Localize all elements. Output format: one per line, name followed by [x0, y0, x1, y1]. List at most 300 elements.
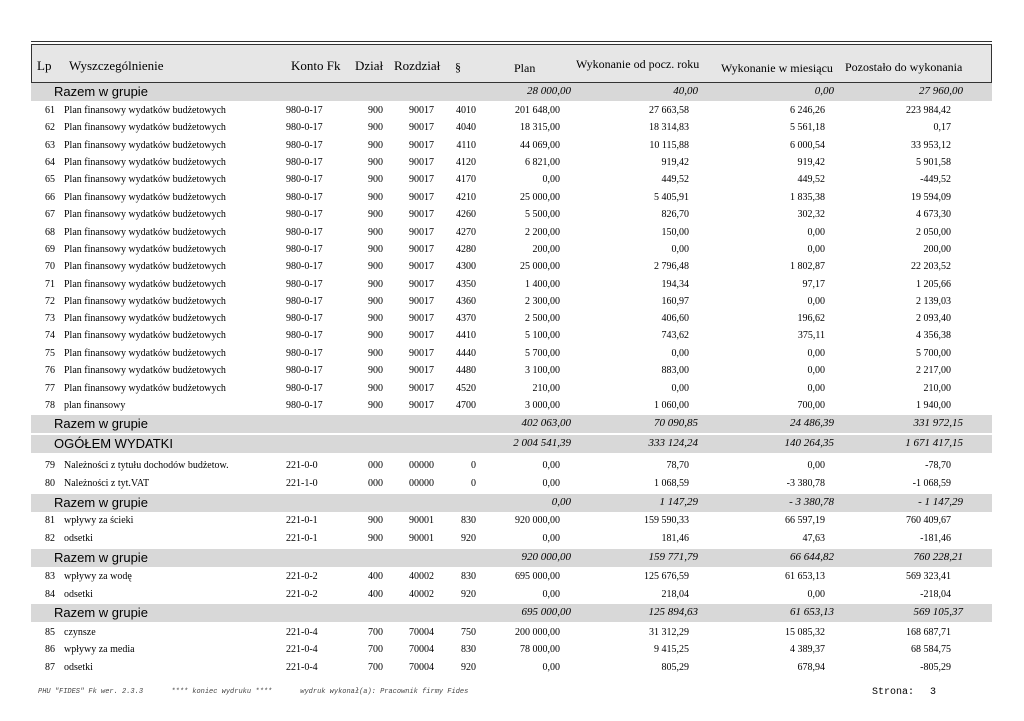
cell-konto: 980-0-17: [286, 174, 323, 185]
cell-plan: 0,00: [542, 589, 560, 600]
cell-pozostalo: 33 953,12: [911, 140, 951, 151]
cell-plan: 3 000,00: [525, 400, 560, 411]
group-wykonanie-miesiac: 24 486,39: [790, 417, 834, 429]
cell-description: plan finansowy: [64, 400, 126, 411]
cell-description: Plan finansowy wydatków budżetowych: [64, 279, 226, 290]
cell-plan: 0,00: [542, 533, 560, 544]
cell-wykonanie-pocz: 9 415,25: [654, 644, 689, 655]
table-row: [31, 475, 992, 492]
header-paragraph: §: [455, 60, 461, 74]
group-total-row: [31, 435, 992, 453]
cell-description: wpływy za ścieki: [64, 515, 134, 526]
group-wykonanie-pocz: 70 090,85: [654, 417, 698, 429]
cell-dzial: 900: [368, 330, 383, 341]
cell-wykonanie-pocz: 160,97: [661, 296, 689, 307]
cell-rozdzial: 40002: [409, 571, 434, 582]
cell-lp: 65: [45, 174, 55, 185]
cell-lp: 81: [45, 515, 55, 526]
cell-wykonanie-pocz: 194,34: [661, 279, 689, 290]
cell-lp: 62: [45, 122, 55, 133]
cell-plan: 1 400,00: [525, 279, 560, 290]
group-label: Razem w grupie: [54, 416, 148, 431]
cell-dzial: 900: [368, 348, 383, 359]
table-row: [31, 397, 992, 414]
cell-wykonanie-miesiac: 1 835,38: [790, 192, 825, 203]
cell-description: Plan finansowy wydatków budżetowych: [64, 383, 226, 394]
cell-dzial: 900: [368, 227, 383, 238]
cell-wykonanie-pocz: 27 663,58: [649, 105, 689, 116]
cell-pozostalo: -218,04: [920, 589, 951, 600]
cell-wykonanie-miesiac: 0,00: [807, 383, 825, 394]
cell-paragraph: 4520: [456, 383, 476, 394]
group-total-row: [31, 604, 992, 622]
group-label: Razem w grupie: [54, 84, 148, 99]
cell-paragraph: 4700: [456, 400, 476, 411]
cell-wykonanie-miesiac: 0,00: [807, 348, 825, 359]
cell-wykonanie-pocz: 406,60: [661, 313, 689, 324]
cell-plan: 25 000,00: [520, 192, 560, 203]
cell-wykonanie-miesiac: 0,00: [807, 589, 825, 600]
cell-konto: 980-0-17: [286, 227, 323, 238]
cell-rozdzial: 40002: [409, 589, 434, 600]
cell-wykonanie-pocz: 159 590,33: [644, 515, 689, 526]
cell-rozdzial: 90017: [409, 383, 434, 394]
cell-pozostalo: -78,70: [925, 460, 951, 471]
page-number-value: 3: [930, 687, 937, 698]
group-wykonanie-pocz: 125 894,63: [648, 606, 698, 618]
header-konto: Konto Fk: [291, 58, 341, 73]
table-row: [31, 258, 992, 275]
header-description: Wyszczególnienie: [69, 58, 164, 73]
cell-wykonanie-miesiac: 5 561,18: [790, 122, 825, 133]
cell-dzial: 900: [368, 515, 383, 526]
cell-dzial: 000: [368, 478, 383, 489]
cell-lp: 79: [45, 460, 55, 471]
table-row: [31, 512, 992, 529]
group-plan: 28 000,00: [527, 85, 571, 97]
cell-lp: 78: [45, 400, 55, 411]
group-label: OGÓŁEM WYDATKI: [54, 436, 173, 451]
cell-description: Plan finansowy wydatków budżetowych: [64, 244, 226, 255]
cell-paragraph: 0: [471, 478, 476, 489]
group-wykonanie-pocz: 333 124,24: [648, 437, 698, 449]
table-row: [31, 457, 992, 474]
cell-lp: 86: [45, 644, 55, 655]
header-rozdzial: Rozdział: [394, 58, 441, 73]
cell-paragraph: 4410: [456, 330, 476, 341]
cell-wykonanie-pocz: 883,00: [661, 365, 689, 376]
cell-plan: 210,00: [532, 383, 560, 394]
cell-lp: 61: [45, 105, 55, 116]
cell-rozdzial: 00000: [409, 478, 434, 489]
cell-plan: 2 200,00: [525, 227, 560, 238]
cell-wykonanie-miesiac: 0,00: [807, 227, 825, 238]
cell-lp: 76: [45, 365, 55, 376]
cell-pozostalo: -449,52: [920, 174, 951, 185]
cell-wykonanie-miesiac: 375,11: [797, 330, 825, 341]
cell-plan: 920 000,00: [515, 515, 560, 526]
cell-rozdzial: 90001: [409, 515, 434, 526]
cell-plan: 200 000,00: [515, 627, 560, 638]
cell-paragraph: 4370: [456, 313, 476, 324]
cell-description: Plan finansowy wydatków budżetowych: [64, 348, 226, 359]
cell-rozdzial: 90017: [409, 400, 434, 411]
cell-wykonanie-miesiac: 47,63: [802, 533, 825, 544]
group-total-row: [31, 494, 992, 512]
cell-wykonanie-miesiac: 61 653,13: [785, 571, 825, 582]
cell-description: Plan finansowy wydatków budżetowych: [64, 157, 226, 168]
cell-konto: 980-0-17: [286, 209, 323, 220]
header-dzial: Dział: [355, 58, 384, 73]
page-label: Strona:: [872, 687, 915, 698]
cell-description: odsetki: [64, 589, 93, 600]
cell-plan: 18 315,00: [520, 122, 560, 133]
table-row: [31, 327, 992, 344]
cell-description: Plan finansowy wydatków budżetowych: [64, 174, 226, 185]
group-plan: 695 000,00: [521, 606, 571, 618]
cell-plan: 2 300,00: [525, 296, 560, 307]
group-label: Razem w grupie: [54, 605, 148, 620]
cell-paragraph: 4110: [456, 140, 476, 151]
cell-rozdzial: 90001: [409, 533, 434, 544]
header-wykonanie-pocz: Wykonanie od pocz. roku: [576, 57, 700, 71]
cell-description: odsetki: [64, 662, 93, 673]
cell-paragraph: 830: [461, 644, 476, 655]
cell-plan: 695 000,00: [515, 571, 560, 582]
cell-description: Plan finansowy wydatków budżetowych: [64, 209, 226, 220]
cell-pozostalo: 68 584,75: [911, 644, 951, 655]
table-row: [31, 189, 992, 206]
page-number: [872, 687, 936, 698]
cell-plan: 0,00: [542, 478, 560, 489]
cell-wykonanie-pocz: 826,70: [661, 209, 689, 220]
cell-wykonanie-miesiac: 678,94: [797, 662, 825, 673]
cell-plan: 2 500,00: [525, 313, 560, 324]
cell-lp: 77: [45, 383, 55, 394]
cell-wykonanie-pocz: 743,62: [661, 330, 689, 341]
table-row: [31, 641, 992, 658]
cell-lp: 70: [45, 261, 55, 272]
cell-wykonanie-pocz: 18 314,83: [649, 122, 689, 133]
cell-plan: 78 000,00: [520, 644, 560, 655]
cell-rozdzial: 00000: [409, 460, 434, 471]
cell-description: wpływy za wodę: [64, 571, 132, 582]
cell-lp: 67: [45, 209, 55, 220]
cell-paragraph: 830: [461, 515, 476, 526]
cell-pozostalo: 760 409,67: [906, 515, 951, 526]
table-row: [31, 530, 992, 547]
cell-paragraph: 4010: [456, 105, 476, 116]
cell-pozostalo: 2 217,00: [916, 365, 951, 376]
cell-dzial: 900: [368, 244, 383, 255]
group-pozostalo: 331 972,15: [913, 417, 963, 429]
group-pozostalo: 569 105,37: [913, 606, 963, 618]
group-plan: 920 000,00: [521, 551, 571, 563]
cell-konto: 980-0-17: [286, 330, 323, 341]
cell-plan: 6 821,00: [525, 157, 560, 168]
cell-wykonanie-miesiac: 302,32: [797, 209, 825, 220]
cell-konto: 980-0-17: [286, 140, 323, 151]
cell-plan: 5 500,00: [525, 209, 560, 220]
cell-konto: 221-0-4: [286, 644, 318, 655]
cell-rozdzial: 90017: [409, 313, 434, 324]
cell-lp: 87: [45, 662, 55, 673]
footer-app-version: PHU "FIDES" Fk wer. 2.3.3: [38, 688, 144, 696]
cell-konto: 980-0-17: [286, 157, 323, 168]
cell-rozdzial: 90017: [409, 174, 434, 185]
cell-wykonanie-miesiac: -3 380,78: [786, 478, 825, 489]
cell-wykonanie-miesiac: 97,17: [802, 279, 825, 290]
header-pozostalo: Pozostało do wykonania: [845, 60, 963, 74]
cell-lp: 80: [45, 478, 55, 489]
cell-lp: 66: [45, 192, 55, 203]
cell-paragraph: 0: [471, 460, 476, 471]
cell-rozdzial: 90017: [409, 348, 434, 359]
table-row: [31, 568, 992, 585]
cell-dzial: 000: [368, 460, 383, 471]
cell-pozostalo: 4 673,30: [916, 209, 951, 220]
cell-pozostalo: 223 984,42: [906, 105, 951, 116]
cell-konto: 221-0-4: [286, 627, 318, 638]
table-row: [31, 224, 992, 241]
cell-plan: 0,00: [542, 460, 560, 471]
cell-dzial: 900: [368, 157, 383, 168]
cell-dzial: 900: [368, 261, 383, 272]
cell-description: wpływy za media: [64, 644, 135, 655]
cell-dzial: 900: [368, 400, 383, 411]
cell-wykonanie-pocz: 449,52: [661, 174, 689, 185]
group-pozostalo: - 1 147,29: [918, 496, 963, 508]
cell-pozostalo: -1 068,59: [912, 478, 951, 489]
group-label: Razem w grupie: [54, 550, 148, 565]
cell-dzial: 700: [368, 662, 383, 673]
cell-lp: 75: [45, 348, 55, 359]
cell-paragraph: 750: [461, 627, 476, 638]
cell-plan: 25 000,00: [520, 261, 560, 272]
cell-konto: 221-0-0: [286, 460, 318, 471]
cell-plan: 0,00: [542, 174, 560, 185]
footer-printed-by: wydruk wykonał(a): Pracownik firmy Fides: [300, 688, 469, 696]
cell-dzial: 900: [368, 140, 383, 151]
cell-description: Plan finansowy wydatków budżetowych: [64, 296, 226, 307]
header-wykonanie-miesiac: Wykonanie w miesiącu: [721, 61, 833, 75]
cell-rozdzial: 90017: [409, 330, 434, 341]
cell-wykonanie-pocz: 181,46: [661, 533, 689, 544]
cell-paragraph: 4280: [456, 244, 476, 255]
cell-paragraph: 920: [461, 662, 476, 673]
cell-pozostalo: 200,00: [923, 244, 951, 255]
cell-wykonanie-pocz: 10 115,88: [649, 140, 689, 151]
cell-wykonanie-miesiac: 0,00: [807, 244, 825, 255]
header-lp: Lp: [37, 58, 52, 73]
table-header: [31, 44, 992, 83]
group-pozostalo: 1 671 417,15: [905, 437, 963, 449]
cell-konto: 980-0-17: [286, 296, 323, 307]
cell-plan: 5 700,00: [525, 348, 560, 359]
cell-konto: 221-0-2: [286, 589, 318, 600]
cell-lp: 64: [45, 157, 55, 168]
cell-wykonanie-miesiac: 1 802,87: [790, 261, 825, 272]
group-wykonanie-pocz: 40,00: [673, 85, 698, 97]
cell-dzial: 900: [368, 105, 383, 116]
group-wykonanie-pocz: 159 771,79: [648, 551, 698, 563]
cell-lp: 72: [45, 296, 55, 307]
cell-dzial: 900: [368, 122, 383, 133]
cell-konto: 980-0-17: [286, 105, 323, 116]
cell-pozostalo: 2 093,40: [916, 313, 951, 324]
cell-konto: 980-0-17: [286, 400, 323, 411]
cell-dzial: 900: [368, 296, 383, 307]
cell-plan: 0,00: [542, 662, 560, 673]
cell-paragraph: 4350: [456, 279, 476, 290]
cell-plan: 44 069,00: [520, 140, 560, 151]
print-footer: [38, 688, 492, 696]
cell-rozdzial: 90017: [409, 244, 434, 255]
cell-dzial: 400: [368, 571, 383, 582]
cell-paragraph: 4260: [456, 209, 476, 220]
cell-konto: 980-0-17: [286, 279, 323, 290]
cell-dzial: 900: [368, 192, 383, 203]
cell-pozostalo: 0,17: [933, 122, 951, 133]
group-total-row: [31, 415, 992, 433]
cell-konto: 980-0-17: [286, 261, 323, 272]
cell-wykonanie-miesiac: 196,62: [797, 313, 825, 324]
cell-description: Należności z tytułu dochodów budżetow.: [64, 460, 229, 471]
table-row: [31, 624, 992, 641]
cell-paragraph: 4170: [456, 174, 476, 185]
cell-dzial: 900: [368, 174, 383, 185]
cell-wykonanie-miesiac: 6 246,26: [790, 105, 825, 116]
table-row: [31, 380, 992, 397]
cell-paragraph: 4300: [456, 261, 476, 272]
cell-paragraph: 4210: [456, 192, 476, 203]
table-row: [31, 154, 992, 171]
cell-pozostalo: 5 700,00: [916, 348, 951, 359]
table-row: [31, 659, 992, 676]
cell-paragraph: 830: [461, 571, 476, 582]
cell-wykonanie-miesiac: 66 597,19: [785, 515, 825, 526]
group-plan: 2 004 541,39: [513, 437, 571, 449]
cell-rozdzial: 90017: [409, 105, 434, 116]
cell-lp: 85: [45, 627, 55, 638]
table-row: [31, 241, 992, 258]
cell-wykonanie-miesiac: 15 085,32: [785, 627, 825, 638]
cell-konto: 980-0-17: [286, 122, 323, 133]
cell-wykonanie-pocz: 0,00: [671, 244, 689, 255]
cell-paragraph: 920: [461, 589, 476, 600]
cell-lp: 82: [45, 533, 55, 544]
cell-pozostalo: -181,46: [920, 533, 951, 544]
cell-paragraph: 4440: [456, 348, 476, 359]
cell-pozostalo: 19 594,09: [911, 192, 951, 203]
cell-description: Plan finansowy wydatków budżetowych: [64, 140, 226, 151]
cell-description: Plan finansowy wydatków budżetowych: [64, 261, 226, 272]
group-wykonanie-miesiac: 0,00: [814, 85, 834, 97]
cell-wykonanie-pocz: 78,70: [666, 460, 689, 471]
cell-description: Plan finansowy wydatków budżetowych: [64, 330, 226, 341]
cell-pozostalo: 2 050,00: [916, 227, 951, 238]
cell-paragraph: 4360: [456, 296, 476, 307]
cell-lp: 84: [45, 589, 55, 600]
group-wykonanie-miesiac: 66 644,82: [790, 551, 834, 563]
cell-konto: 980-0-17: [286, 383, 323, 394]
table-row: [31, 206, 992, 223]
cell-description: Plan finansowy wydatków budżetowych: [64, 122, 226, 133]
group-wykonanie-pocz: 1 147,29: [659, 496, 698, 508]
cell-dzial: 900: [368, 533, 383, 544]
table-row: [31, 276, 992, 293]
cell-paragraph: 4040: [456, 122, 476, 133]
cell-lp: 71: [45, 279, 55, 290]
cell-wykonanie-miesiac: 6 000,54: [790, 140, 825, 151]
cell-dzial: 900: [368, 279, 383, 290]
cell-dzial: 900: [368, 365, 383, 376]
cell-rozdzial: 90017: [409, 157, 434, 168]
group-wykonanie-miesiac: - 3 380,78: [789, 496, 834, 508]
cell-dzial: 900: [368, 313, 383, 324]
cell-wykonanie-pocz: 1 068,59: [654, 478, 689, 489]
cell-wykonanie-miesiac: 4 389,37: [790, 644, 825, 655]
cell-wykonanie-pocz: 0,00: [671, 383, 689, 394]
cell-description: Plan finansowy wydatków budżetowych: [64, 192, 226, 203]
cell-paragraph: 4120: [456, 157, 476, 168]
cell-lp: 69: [45, 244, 55, 255]
cell-rozdzial: 70004: [409, 627, 434, 638]
cell-lp: 68: [45, 227, 55, 238]
group-wykonanie-miesiac: 140 264,35: [784, 437, 834, 449]
cell-dzial: 700: [368, 627, 383, 638]
cell-pozostalo: 22 203,52: [911, 261, 951, 272]
cell-wykonanie-pocz: 0,00: [671, 348, 689, 359]
group-plan: 402 063,00: [521, 417, 571, 429]
cell-pozostalo: 569 323,41: [906, 571, 951, 582]
cell-plan: 200,00: [532, 244, 560, 255]
cell-konto: 221-0-1: [286, 515, 318, 526]
table-row: [31, 137, 992, 154]
cell-rozdzial: 90017: [409, 227, 434, 238]
cell-pozostalo: 2 139,03: [916, 296, 951, 307]
cell-konto: 980-0-17: [286, 365, 323, 376]
header-plan: Plan: [514, 61, 536, 75]
cell-pozostalo: 1 205,66: [916, 279, 951, 290]
cell-rozdzial: 90017: [409, 296, 434, 307]
cell-konto: 221-0-1: [286, 533, 318, 544]
cell-lp: 63: [45, 140, 55, 151]
cell-plan: 3 100,00: [525, 365, 560, 376]
top-rule: [31, 41, 992, 42]
table-row: [31, 345, 992, 362]
cell-description: Plan finansowy wydatków budżetowych: [64, 313, 226, 324]
cell-lp: 73: [45, 313, 55, 324]
cell-konto: 221-0-4: [286, 662, 318, 673]
cell-rozdzial: 90017: [409, 140, 434, 151]
cell-description: czynsze: [64, 627, 96, 638]
cell-rozdzial: 90017: [409, 279, 434, 290]
table-row: [31, 102, 992, 119]
cell-wykonanie-miesiac: 700,00: [797, 400, 825, 411]
cell-paragraph: 4270: [456, 227, 476, 238]
cell-wykonanie-miesiac: 449,52: [797, 174, 825, 185]
cell-dzial: 700: [368, 644, 383, 655]
cell-wykonanie-pocz: 218,04: [661, 589, 689, 600]
cell-wykonanie-pocz: 31 312,29: [649, 627, 689, 638]
group-total-row: [31, 83, 992, 101]
table-row: [31, 119, 992, 136]
group-label: Razem w grupie: [54, 495, 148, 510]
table-row: [31, 171, 992, 188]
group-pozostalo: 760 228,21: [913, 551, 963, 563]
cell-konto: 980-0-17: [286, 244, 323, 255]
